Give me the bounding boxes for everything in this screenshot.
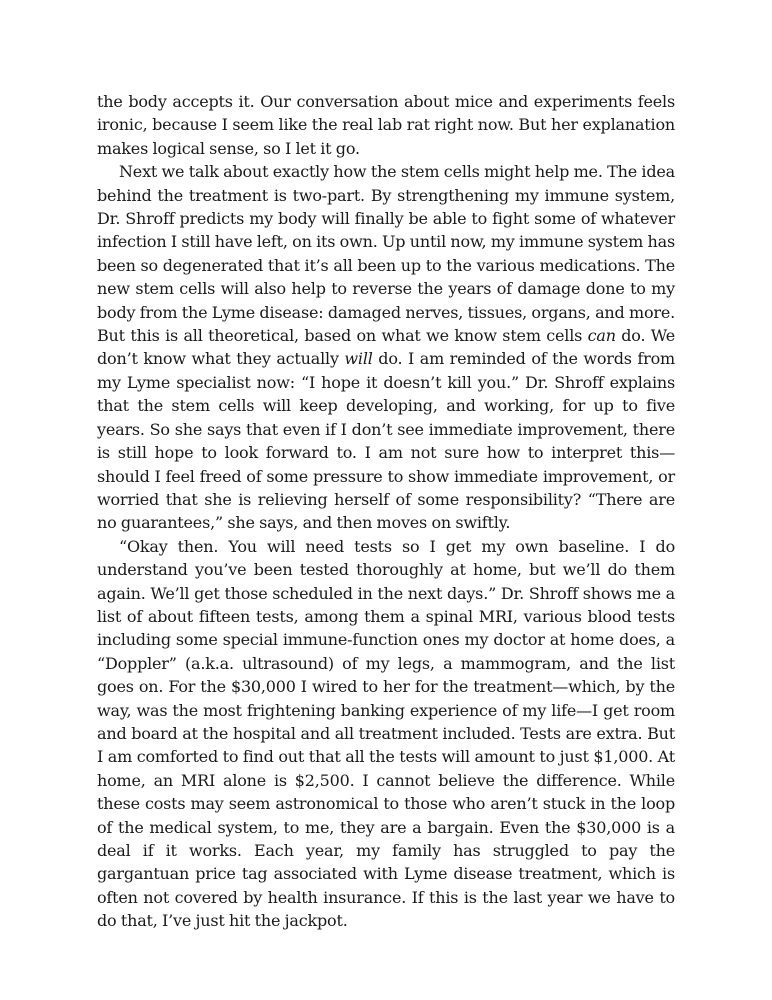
emphasis-text: can <box>587 326 616 346</box>
paragraph-3 <box>97 535 675 933</box>
document-page <box>97 90 675 933</box>
paragraph-text: Next we talk about exactly how the stem cells might help me. The idea behind the treatment is two-part. By strengthening my immune system, Dr. Shroff predicts my body will finally be able to fight some of whatever infection I still have left, on its own. Up until now, my immune system has been so degenerated that it’s all been up to the various medications. The new stem cells will also help to reverse the years of damage done to my body from the Lyme disease: damaged nerves, tissues, organs, and more. But this is all theoretical, based on what we know stem cells <box>97 162 675 346</box>
paragraph-1 <box>97 90 675 160</box>
paragraph-text: “Okay then. You will need tests so I get my own baseline. I do understand you’ve been tested thoroughly at home, but we’ll do them again. We’ll get those scheduled in the next days.” Dr. Shroff shows me a list of about fifteen tests, among them a spinal MRI, various blood tests including some special immune-function ones my doctor at home does, a “Doppler” (a.k.a. ultrasound) of my legs, a mammogram, and the list goes on. For the $30,000 I wired to her for the treatment—which, by the way, was the most frightening banking experience of my life—I get room and board at the hospital and all treatment included. Tests are extra. But I am comforted to find out that all the tests will amount to just $1,000. At home, an MRI alone is $2,500. I cannot believe the difference. While these costs may seem astronomical to those who aren’t stuck in the loop of the medical system, to me, they are a bargain. Even the $30,000 is a deal if it works. Each year, my family has struggled to pay the gargantuan price tag associated with Lyme disease treatment, which is often not covered by health insurance. If this is the last year we have to do that, I’ve just hit the jackpot. <box>97 536 675 931</box>
paragraph-text: the body accepts it. Our conversation about mice and experiments feels ironic, because I seem like the real lab rat right now. But her explanation makes logical sense, so I let it go. <box>97 92 675 158</box>
emphasis-text: will <box>344 349 373 369</box>
paragraph-2 <box>97 160 675 535</box>
paragraph-text: do. We don’t know what they actually <box>97 326 676 369</box>
paragraph-text: do. I am reminded of the words from my Lyme specialist now: “I hope it doesn’t kill you.” Dr. Shroff explains that the stem cells will keep developing, and working, for up to five years. So she says that even if I don’t see immediate improvement, there is still hope to look forward to. I am not sure how to interpret this—should I feel freed of some pressure to show immediate improvement, or worried that she is relieving herself of some responsibility? “There are no guarantees,” she says, and then moves on swiftly. <box>97 349 675 533</box>
